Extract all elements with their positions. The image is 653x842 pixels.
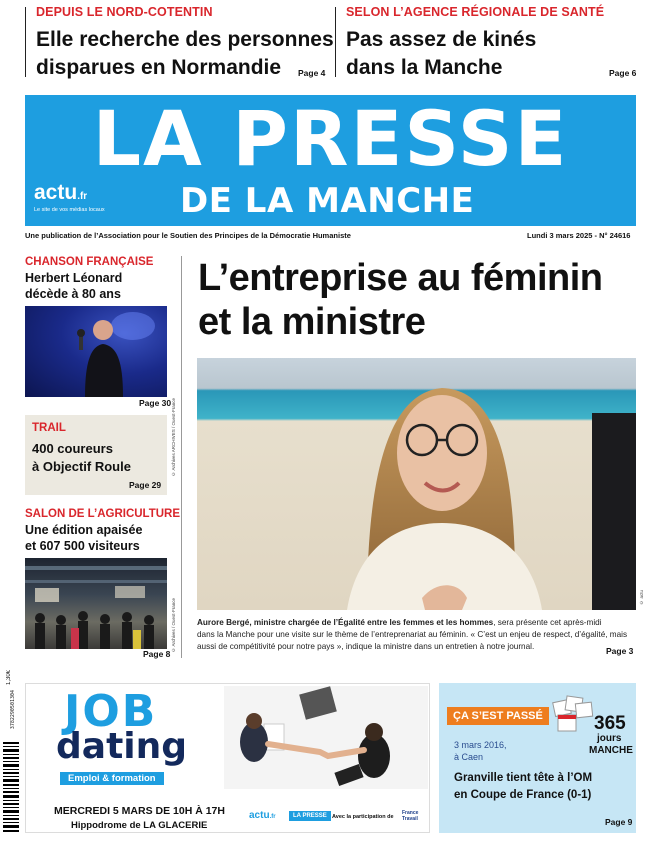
partner-actu-suffix: .fr [269, 814, 276, 820]
caption-text: , sera présente cet après-midi [493, 618, 602, 627]
teaser-title[interactable]: Pas assez de kinés [346, 28, 537, 51]
teaser-kicker: DEPUIS LE NORD-COTENTIN [36, 5, 213, 19]
photo-credit: © Archives / Ouest-France [171, 598, 176, 653]
sidebar-page: Page 30 [139, 398, 172, 408]
job-date: MERCREDI 5 MARS DE 10H À 17H [54, 805, 225, 817]
partner-actu-text: actu [249, 810, 270, 821]
main-page: Page 3 [606, 646, 634, 656]
masthead-title: LA PRESSE [92, 94, 569, 183]
sidebar-title[interactable]: Herbert Léonard [25, 271, 123, 285]
sidebar-title: à Objectif Roule [32, 459, 131, 474]
teaser-kicker: SELON L’AGENCE RÉGIONALE DE SANTÉ [346, 5, 605, 19]
cover-price: 1,30€ [6, 670, 12, 686]
singer-silhouette [25, 306, 167, 397]
calendar-stack-icon [552, 695, 594, 735]
salon-photo[interactable] [25, 558, 167, 649]
main-headline-line: et la ministre [198, 301, 426, 343]
herbert-leonard-photo[interactable] [25, 306, 167, 397]
history-badge: ÇA S’EST PASSÉ [447, 707, 549, 725]
sidebar-page: Page 29 [129, 480, 162, 490]
history-days: 365 [594, 713, 626, 734]
main-photo[interactable] [197, 358, 636, 610]
photo-caption [197, 617, 636, 653]
caption-line: dans la Manche pour une visite sur le thème de l’entreprenariat au féminin. « C’est un enjeu de respect, d’égalité, mais [197, 630, 628, 639]
photo-credit: © actu [639, 590, 644, 605]
job-sub: Emploi & formation [60, 772, 164, 785]
handshake-icon [224, 686, 428, 789]
dating-word: dating [56, 726, 188, 767]
barcode-digits: 3782290501304 [10, 690, 16, 730]
partner-presse-logo: LA PRESSE [289, 811, 331, 821]
sidebar-kicker: SALON DE L’AGRICULTURE [25, 508, 181, 520]
caption-line: aussi de compétitivité pour notre pays », indique la ministre dans un entretien à notre journal. [197, 642, 535, 651]
main-headline[interactable] [198, 256, 603, 344]
main-headline-line: L’entreprise au féminin [198, 257, 603, 299]
trail-box[interactable] [25, 415, 167, 495]
sidebar-page: Page 8 [143, 649, 171, 659]
column-separator [181, 256, 182, 658]
actu-logo-suffix: .fr [77, 191, 88, 202]
teaser-title[interactable]: disparues en Normandie [36, 56, 282, 79]
handshake-scene [224, 686, 428, 789]
history-title: Granville tient tête à l’OM [454, 772, 593, 784]
teaser-title[interactable]: dans la Manche [346, 56, 503, 79]
minister-portrait [197, 358, 636, 610]
history-page: Page 9 [605, 817, 633, 827]
teaser-page: Page 4 [298, 68, 326, 78]
publication-info: Une publication de l’Association pour le Soutien des Principes de la Démocratie Humaniste [25, 231, 351, 240]
history-box[interactable] [439, 683, 636, 833]
caption-bold: Aurore Bergé, ministre chargée de l’Égalité entre les femmes et les hommes [197, 618, 494, 627]
publication-date: Lundi 3 mars 2025 - N° 24616 [527, 231, 631, 240]
job-place: Hippodrome de LA GLACERIE [71, 820, 208, 831]
sidebar-title[interactable]: décède à 80 ans [25, 287, 121, 301]
history-region: MANCHE [589, 745, 633, 756]
sidebar-kicker: TRAIL [32, 422, 66, 434]
partner-actu-logo [249, 810, 276, 821]
masthead[interactable] [25, 95, 636, 226]
photo-credit: © Archives ARCHIVES / Ouest-France [171, 398, 176, 477]
caption-line [197, 617, 636, 629]
teaser-page: Page 6 [609, 68, 637, 78]
teaser-title[interactable]: Elle recherche des personnes [36, 28, 334, 51]
teaser-right-rule [335, 7, 336, 77]
sidebar-title[interactable]: et 607 500 visiteurs [25, 539, 140, 553]
masthead-subtitle: DE LA MANCHE [180, 181, 475, 221]
history-title: en Coupe de France (0-1) [454, 789, 592, 801]
history-days-label: jours [597, 733, 622, 744]
sidebar-title: 400 coureurs [32, 441, 113, 456]
actu-logo [34, 181, 87, 205]
teaser-left-rule [25, 7, 26, 77]
crowd-illustration [25, 558, 167, 649]
actu-tagline: Le site de vos médias locaux [34, 207, 105, 213]
history-date: 3 mars 2016, [454, 740, 507, 750]
history-place: à Caen [454, 752, 484, 762]
partners-label: Avec la participation de [332, 814, 394, 820]
actu-logo-text: actu [34, 181, 78, 204]
job-word: JOB [64, 686, 158, 737]
france-travail-logo: France Travail [402, 810, 419, 822]
sidebar-kicker: CHANSON FRANÇAISE [25, 256, 154, 268]
job-dating-ad[interactable] [25, 683, 430, 833]
calendar-icon [552, 695, 594, 735]
sidebar-title[interactable]: Une édition apaisée [25, 523, 143, 537]
